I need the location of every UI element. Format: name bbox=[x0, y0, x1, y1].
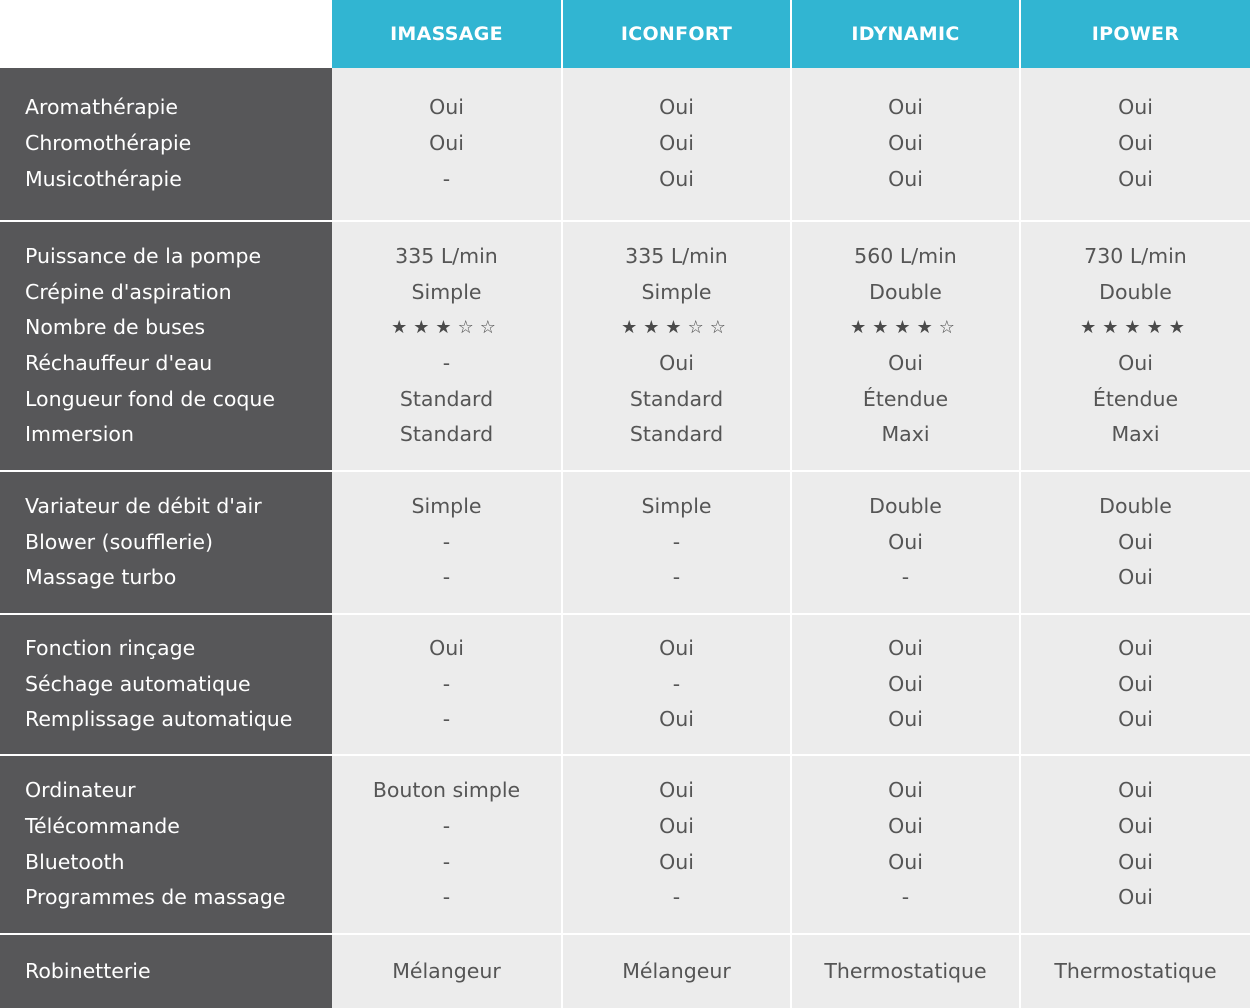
cell-value: Oui bbox=[888, 166, 923, 191]
cell-value: Simple bbox=[641, 493, 712, 518]
feature-label: Séchage automatique bbox=[25, 671, 251, 696]
cell-value: - bbox=[442, 671, 451, 696]
cell-value: Standard bbox=[399, 422, 494, 447]
cell-value: Oui bbox=[659, 813, 694, 838]
cell-value: Oui bbox=[888, 635, 923, 660]
cell-air-iconfort bbox=[561, 470, 790, 613]
cell-wellness-imassage bbox=[332, 68, 561, 220]
cell-value: - bbox=[442, 885, 451, 910]
feature-label: Bluetooth bbox=[25, 849, 125, 874]
cell-hydro-ipower bbox=[1019, 220, 1250, 470]
feature-label: Remplissage automatique bbox=[25, 707, 293, 732]
feature-label: Nombre de buses bbox=[25, 315, 206, 340]
cell-value: Oui bbox=[659, 95, 694, 120]
cell-value: Oui bbox=[659, 635, 694, 660]
cell-maintenance-iconfort bbox=[561, 613, 790, 754]
cell-value: Oui bbox=[1118, 885, 1153, 910]
column-header-ipower: IPOWER bbox=[1019, 0, 1250, 68]
cell-value: Bouton simple bbox=[372, 778, 521, 803]
cell-value: - bbox=[442, 351, 451, 375]
cell-controls-iconfort bbox=[561, 754, 790, 933]
cell-value: Oui bbox=[1118, 166, 1153, 191]
feature-label: Ordinateur bbox=[25, 778, 136, 803]
cell-value: - bbox=[672, 671, 681, 696]
feature-group-maintenance bbox=[0, 613, 332, 754]
feature-group-faucet bbox=[0, 933, 332, 1008]
cell-maintenance-idynamic bbox=[790, 613, 1019, 754]
cell-value: Oui bbox=[888, 671, 923, 696]
feature-label: Puissance de la pompe bbox=[25, 243, 262, 268]
cell-value: - bbox=[442, 166, 451, 191]
cell-value: Mélangeur bbox=[392, 958, 501, 983]
cell-hydro-iconfort bbox=[561, 220, 790, 470]
cell-value: Oui bbox=[659, 131, 694, 156]
cell-faucet-idynamic bbox=[790, 933, 1019, 1008]
cell-value: 560 L/min bbox=[854, 243, 957, 268]
column-header-iconfort: ICONFORT bbox=[561, 0, 790, 68]
feature-label: Variateur de débit d'air bbox=[25, 493, 262, 518]
cell-value: Oui bbox=[888, 778, 923, 803]
cell-value: Oui bbox=[429, 635, 464, 660]
cell-value: Oui bbox=[429, 131, 464, 156]
cell-value: Oui bbox=[888, 351, 923, 375]
cell-value: Oui bbox=[888, 529, 923, 554]
feature-label: Musicothérapie bbox=[25, 166, 182, 191]
cell-value: Oui bbox=[659, 351, 694, 375]
table-corner bbox=[0, 0, 332, 68]
cell-value: - bbox=[672, 885, 681, 910]
feature-group-wellness bbox=[0, 68, 332, 220]
cell-faucet-imassage bbox=[332, 933, 561, 1008]
cell-maintenance-imassage bbox=[332, 613, 561, 754]
cell-controls-imassage bbox=[332, 754, 561, 933]
cell-value: Maxi bbox=[881, 422, 930, 447]
cell-value: Oui bbox=[1118, 671, 1153, 696]
cell-air-imassage bbox=[332, 470, 561, 613]
cell-value: Oui bbox=[1118, 849, 1153, 874]
column-header-idynamic: IDYNAMIC bbox=[790, 0, 1019, 68]
feature-label: Chromothérapie bbox=[25, 131, 192, 156]
cell-value: - bbox=[442, 813, 451, 838]
cell-value: Oui bbox=[659, 778, 694, 803]
feature-label: Blower (soufflerie) bbox=[25, 529, 214, 554]
cell-value: 730 L/min bbox=[1084, 243, 1187, 268]
feature-group-air bbox=[0, 470, 332, 613]
cell-value: Mélangeur bbox=[622, 958, 731, 983]
cell-value: Double bbox=[1099, 279, 1172, 304]
cell-maintenance-ipower bbox=[1019, 613, 1250, 754]
cell-value: - bbox=[442, 565, 451, 590]
cell-value: Thermostatique bbox=[824, 958, 987, 983]
cell-hydro-idynamic bbox=[790, 220, 1019, 470]
star-rating-icon: ★★★★★ bbox=[1080, 317, 1191, 339]
cell-value: Oui bbox=[1118, 635, 1153, 660]
cell-wellness-ipower bbox=[1019, 68, 1250, 220]
cell-value: Oui bbox=[888, 131, 923, 156]
cell-value: Maxi bbox=[1111, 422, 1160, 447]
cell-value: Simple bbox=[641, 279, 712, 304]
column-header-imassage: IMASSAGE bbox=[332, 0, 561, 68]
cell-value: Oui bbox=[1118, 707, 1153, 732]
cell-value: Double bbox=[1099, 493, 1172, 518]
cell-value: Oui bbox=[1118, 565, 1153, 590]
cell-value: - bbox=[442, 849, 451, 874]
cell-value: Oui bbox=[659, 166, 694, 191]
feature-label: Immersion bbox=[25, 422, 134, 447]
cell-value: Oui bbox=[1118, 351, 1153, 375]
cell-value: Double bbox=[869, 279, 942, 304]
cell-value: 335 L/min bbox=[395, 243, 498, 268]
feature-label: Crépine d'aspiration bbox=[25, 279, 232, 304]
feature-group-hydro bbox=[0, 220, 332, 470]
cell-value: Standard bbox=[629, 422, 724, 447]
cell-air-ipower bbox=[1019, 470, 1250, 613]
cell-value: - bbox=[442, 707, 451, 732]
feature-label: Longueur fond de coque bbox=[25, 386, 276, 411]
cell-value: - bbox=[672, 565, 681, 590]
cell-value: Double bbox=[869, 493, 942, 518]
feature-label: Massage turbo bbox=[25, 565, 177, 590]
cell-value: Standard bbox=[399, 386, 494, 411]
cell-value: Oui bbox=[888, 849, 923, 874]
cell-value: - bbox=[442, 529, 451, 554]
cell-value: Simple bbox=[411, 493, 482, 518]
cell-value: Oui bbox=[1118, 95, 1153, 120]
cell-value: Standard bbox=[629, 386, 724, 411]
feature-label: Fonction rinçage bbox=[25, 635, 196, 660]
cell-wellness-iconfort bbox=[561, 68, 790, 220]
cell-controls-ipower bbox=[1019, 754, 1250, 933]
cell-wellness-idynamic bbox=[790, 68, 1019, 220]
cell-value: 335 L/min bbox=[625, 243, 728, 268]
cell-value: Oui bbox=[1118, 813, 1153, 838]
cell-value: Oui bbox=[659, 707, 694, 732]
cell-value: Oui bbox=[1118, 131, 1153, 156]
feature-label: Réchauffeur d'eau bbox=[25, 351, 213, 375]
feature-label: Aromathérapie bbox=[25, 95, 179, 120]
cell-value: Étendue bbox=[862, 386, 949, 411]
feature-group-controls bbox=[0, 754, 332, 933]
cell-value: - bbox=[901, 565, 910, 590]
cell-value: Oui bbox=[1118, 529, 1153, 554]
cell-value: Étendue bbox=[1092, 386, 1179, 411]
star-rating-icon: ★★★☆☆ bbox=[621, 317, 732, 339]
star-rating-icon: ★★★☆☆ bbox=[391, 317, 502, 339]
cell-faucet-iconfort bbox=[561, 933, 790, 1008]
cell-value: Oui bbox=[888, 707, 923, 732]
cell-value: Oui bbox=[1118, 778, 1153, 803]
cell-value: Simple bbox=[411, 279, 482, 304]
cell-hydro-imassage bbox=[332, 220, 561, 470]
cell-value: Thermostatique bbox=[1054, 958, 1217, 983]
feature-label: Programmes de massage bbox=[25, 885, 286, 910]
feature-label: Télécommande bbox=[25, 813, 180, 838]
star-rating-icon: ★★★★☆ bbox=[850, 317, 961, 339]
cell-value: Oui bbox=[429, 95, 464, 120]
cell-value: Oui bbox=[888, 95, 923, 120]
feature-label: Robinetterie bbox=[25, 958, 151, 983]
cell-faucet-ipower bbox=[1019, 933, 1250, 1008]
cell-air-idynamic bbox=[790, 470, 1019, 613]
cell-controls-idynamic bbox=[790, 754, 1019, 933]
cell-value: - bbox=[672, 529, 681, 554]
cell-value: Oui bbox=[659, 849, 694, 874]
cell-value: Oui bbox=[888, 813, 923, 838]
cell-value: - bbox=[901, 885, 910, 910]
